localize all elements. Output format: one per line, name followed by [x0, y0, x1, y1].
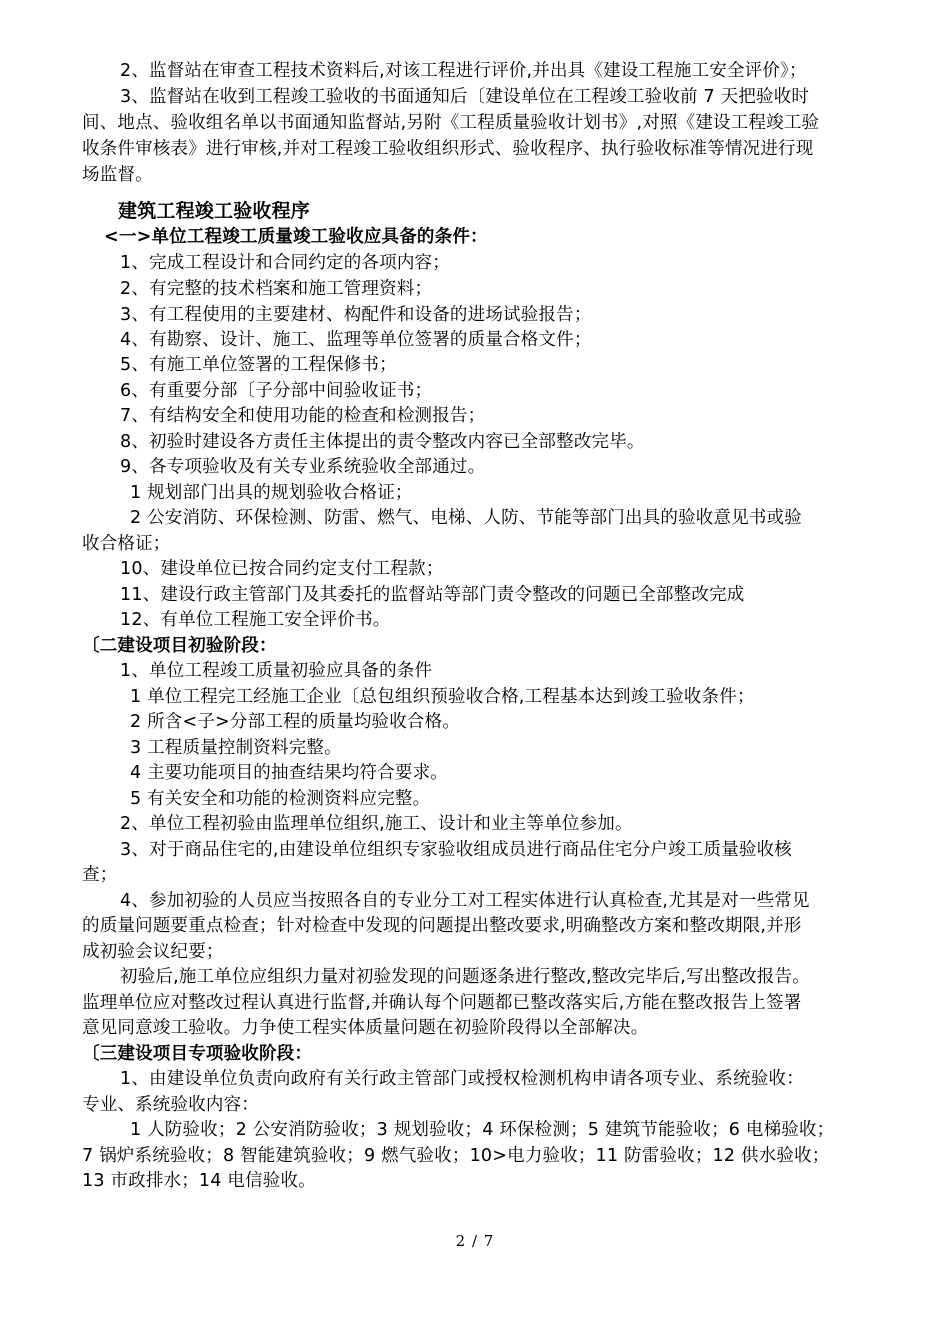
- text-line: 收条件审核表》进行审核,并对工程竣工验收组织形式、验收程序、执行验收标准等情况进行现: [82, 139, 814, 159]
- list-item: 1、单位工程竣工质量初验应具备的条件: [120, 661, 433, 681]
- section-title: 建筑工程竣工验收程序: [118, 200, 311, 222]
- text-line: 场监督。: [82, 165, 153, 185]
- list-item: 12、有单位工程施工安全评价书。: [120, 610, 391, 630]
- list-item: 7、有结构安全和使用功能的检查和检测报告；: [120, 406, 486, 426]
- list-item: 1 单位工程完工经施工企业〔总包组织预验收合格,工程基本达到竣工验收条件；: [130, 687, 755, 707]
- list-item: 4、有勘察、设计、施工、监理等单位签署的质量合格文件；: [120, 330, 592, 350]
- text-line: 13 市政排水；14 电信验收。: [82, 1171, 316, 1191]
- list-item: 10、建设单位已按合同约定支付工程款；: [120, 559, 444, 579]
- text-line: 7 锅炉系统验收；8 智能建筑验收；9 燃气验收；10>电力验收；11 防雷验收；12 供水验收；: [82, 1146, 830, 1166]
- list-item: 5 有关安全和功能的检测资料应完整。: [130, 789, 431, 809]
- text-line: 1 人防验收；2 公安消防验收；3 规划验收；4 环保检测；5 建筑节能验收；6 电梯验收；: [130, 1120, 835, 1140]
- list-item: 2、单位工程初验由监理单位组织,施工、设计和业主等单位参加。: [120, 814, 633, 834]
- list-item: 3、有工程使用的主要建材、构配件和设备的进场试验报告；: [120, 305, 592, 325]
- text-line: 专业、系统验收内容：: [82, 1095, 259, 1115]
- text-line: 2、监督站在审查工程技术资料后,对该工程进行评价,并出具《建设工程施工安全评价》；: [120, 61, 807, 81]
- section-heading: <一>单位工程竣工质量竣工验收应具备的条件：: [104, 227, 488, 247]
- list-item: 1 规划部门出具的规划验收合格证；: [130, 483, 413, 503]
- list-item: 11、建设行政主管部门及其委托的监督站等部门责令整改的问题已全部整改完成: [120, 585, 745, 605]
- text-line: 成初验会议纪要；: [82, 942, 224, 962]
- text-line: 3、监督站在收到工程竣工验收的书面通知后〔建设单位在工程竣工验收前 7 天把验收时: [120, 87, 810, 107]
- text-line: 收合格证；: [82, 534, 171, 554]
- text-line: 的质量问题要重点检查；针对检查中发现的问题提出整改要求,明确整改方案和整改期限,并形: [82, 916, 802, 936]
- page-number: 2 / 7: [455, 1232, 495, 1250]
- text-line: 初验后,施工单位应组织力量对初验发现的问题逐条进行整改,整改完毕后,写出整改报告。: [120, 967, 810, 987]
- list-item: 4、参加初验的人员应当按照各自的专业分工对工程实体进行认真检查,尤其是对一些常见: [120, 891, 810, 911]
- list-item: 9、各专项验收及有关专业系统验收全部通过。: [120, 457, 486, 477]
- list-item: 3、对于商品住宅的,由建设单位组织专家验收组成员进行商品住宅分户竣工质量验收核: [120, 840, 792, 860]
- list-item: 6、有重要分部〔子分部中间验收证书；: [120, 381, 433, 401]
- list-item: 2 公安消防、环保检测、防雷、燃气、电梯、人防、节能等部门出具的验收意见书或验: [130, 508, 802, 528]
- list-item: 2 所含<子>分部工程的质量均验收合格。: [130, 712, 461, 732]
- list-item: 5、有施工单位签署的工程保修书；: [120, 355, 397, 375]
- text-line: 间、地点、验收组名单以书面通知监督站,另附《工程质量验收计划书》,对照《建设工程竣工验: [82, 113, 820, 133]
- list-item: 1、完成工程设计和合同约定的各项内容；: [120, 253, 450, 273]
- list-item: 4 主要功能项目的抽查结果均符合要求。: [130, 763, 448, 783]
- section-heading: 〔三建设项目专项验收阶段：: [82, 1044, 313, 1064]
- text-line: 监理单位应对整改过程认真进行监督,并确认每个问题都已整改落实后,方能在整改报告上签署: [82, 993, 802, 1013]
- list-item: 1、由建设单位负责向政府有关行政主管部门或授权检测机构申请各项专业、系统验收：: [120, 1069, 804, 1089]
- list-item: 8、初验时建设各方责任主体提出的责令整改内容已全部整改完毕。: [120, 432, 645, 452]
- text-line: 意见同意竣工验收。力争使工程实体质量问题在初验阶段得以全部解决。: [82, 1018, 649, 1038]
- section-heading: 〔二建设项目初验阶段：: [82, 636, 277, 656]
- text-line: 查；: [82, 865, 118, 885]
- list-item: 2、有完整的技术档案和施工管理资料；: [120, 279, 433, 299]
- list-item: 3 工程质量控制资料完整。: [130, 738, 342, 758]
